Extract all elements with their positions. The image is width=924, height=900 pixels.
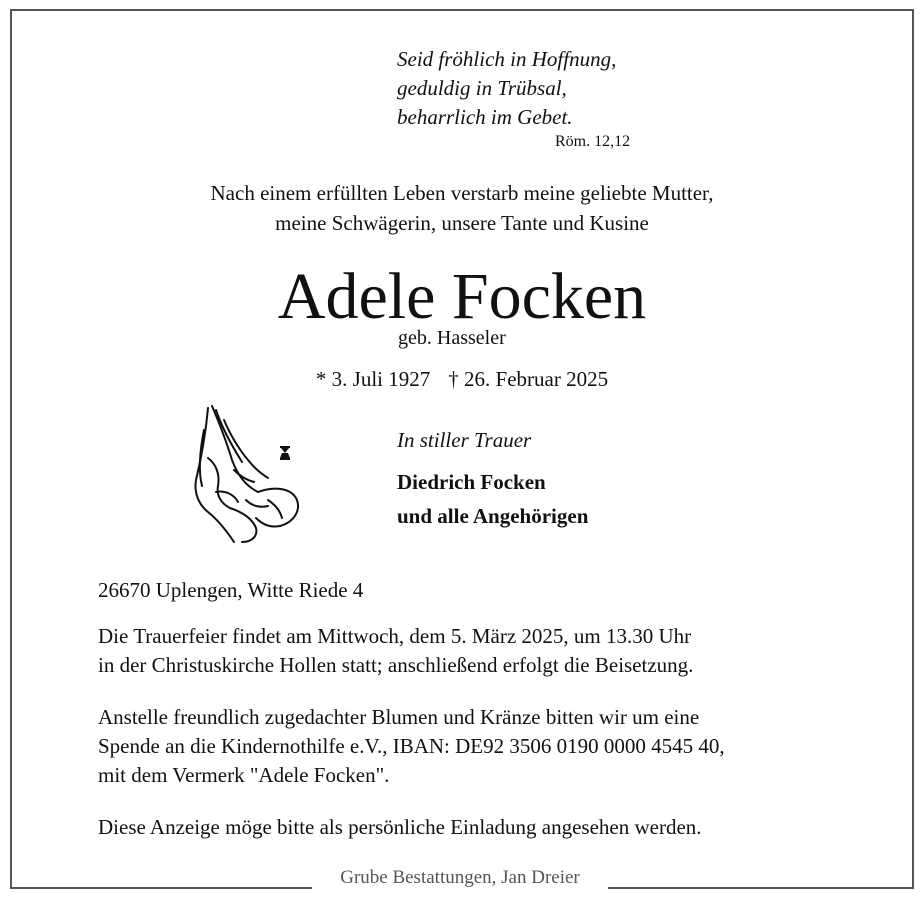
funeral-line: in der Christuskirche Hollen statt; anschließend erfolgt die Beisetzung.: [98, 653, 694, 677]
donation-line: Anstelle freundlich zugedachter Blumen und Kränze bitten wir um eine: [98, 705, 700, 729]
bible-quote: [397, 45, 616, 132]
donation-info: [98, 703, 725, 790]
deceased-name: Adele Focken: [277, 260, 647, 333]
quote-line: beharrlich im Gebet.: [397, 105, 573, 129]
mourners-list: [397, 465, 588, 533]
donation-line: Spende an die Kindernothilfe e.V., IBAN: DE92 3506 0190 0000 4545 40,: [98, 734, 725, 758]
funeral-line: Die Trauerfeier findet am Mittwoch, dem 5. März 2025, um 13.30 Uhr: [98, 624, 692, 648]
mourning-heading: In stiller Trauer: [397, 428, 532, 452]
address: 26670 Uplengen, Witte Riede 4: [98, 578, 364, 602]
intro-text: [0, 178, 924, 238]
donation-line: mit dem Vermerk "Adele Focken".: [98, 763, 390, 787]
funeral-info: [98, 622, 693, 680]
quote-line: geduldig in Trübsal,: [397, 76, 567, 100]
mourner-name: Diedrich Focken: [397, 470, 546, 494]
intro-line: Nach einem erfüllten Leben verstarb meine geliebte Mutter,: [210, 181, 714, 205]
intro-line: meine Schwägerin, unsere Tante und Kusine: [275, 211, 649, 235]
death-date: † 26. Februar 2025: [448, 367, 609, 391]
funeral-home-credit: Grube Bestattungen, Jan Dreier: [340, 867, 580, 888]
birth-date: * 3. Juli 1927: [315, 367, 431, 391]
quote-line: Seid fröhlich in Hoffnung,: [397, 47, 617, 71]
birth-name: geb. Hasseler: [398, 327, 506, 349]
mourner-name: und alle Angehörigen: [397, 504, 589, 528]
quote-reference: Röm. 12,12: [555, 133, 631, 150]
praying-hands-icon: [186, 400, 306, 550]
life-dates: [0, 367, 924, 392]
invitation-note: Diese Anzeige möge bitte als persönliche Einladung angesehen werden.: [98, 815, 702, 839]
